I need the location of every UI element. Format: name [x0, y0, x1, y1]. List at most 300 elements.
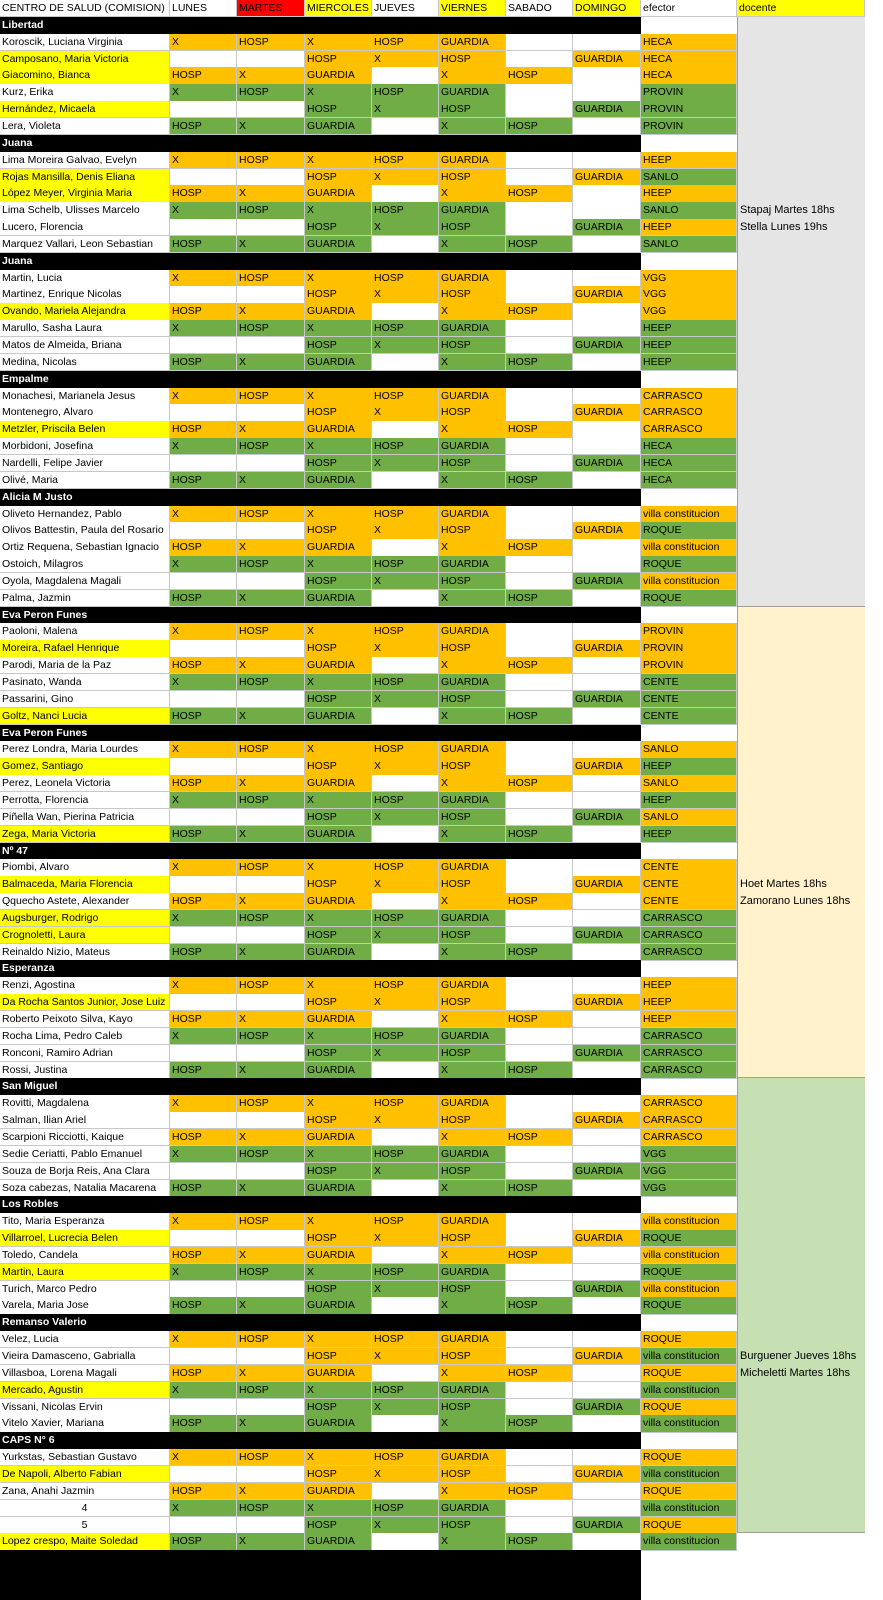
shift-cell-sabado[interactable] [506, 34, 573, 51]
efector-cell[interactable]: villa constitucion [641, 1348, 737, 1365]
shift-cell-martes[interactable]: X [237, 421, 305, 438]
shift-cell-domingo[interactable] [573, 977, 641, 994]
shift-cell-martes[interactable]: HOSP [237, 84, 305, 101]
shift-cell-viernes[interactable]: HOSP [439, 455, 506, 472]
shift-cell-viernes[interactable]: X [439, 421, 506, 438]
shift-cell-sabado[interactable] [506, 1517, 573, 1534]
shift-cell-domingo[interactable]: GUARDIA [573, 169, 641, 186]
shift-cell-martes[interactable] [237, 169, 305, 186]
shift-cell-domingo[interactable] [573, 708, 641, 725]
shift-cell-sabado[interactable] [506, 758, 573, 775]
shift-cell-miercoles[interactable]: HOSP [305, 876, 372, 893]
shift-cell-domingo[interactable] [573, 34, 641, 51]
shift-cell-sabado[interactable] [506, 573, 573, 590]
shift-cell-jueves[interactable]: X [372, 573, 439, 590]
shift-cell-lunes[interactable]: X [170, 792, 237, 809]
shift-cell-viernes[interactable]: X [439, 826, 506, 843]
shift-cell-lunes[interactable] [170, 691, 237, 708]
shift-cell-miercoles[interactable]: HOSP [305, 51, 372, 68]
shift-cell-lunes[interactable]: HOSP [170, 303, 237, 320]
shift-cell-martes[interactable]: X [237, 1297, 305, 1314]
student-name[interactable]: Roberto Peixoto Silva, Kayo [0, 1011, 170, 1028]
shift-cell-lunes[interactable]: HOSP [170, 775, 237, 792]
shift-cell-lunes[interactable] [170, 286, 237, 303]
shift-cell-viernes[interactable]: HOSP [439, 927, 506, 944]
shift-cell-jueves[interactable]: HOSP [372, 1264, 439, 1281]
shift-cell-domingo[interactable] [573, 1331, 641, 1348]
shift-cell-domingo[interactable] [573, 1028, 641, 1045]
shift-cell-miercoles[interactable]: GUARDIA [305, 539, 372, 556]
shift-cell-martes[interactable]: HOSP [237, 320, 305, 337]
student-name[interactable]: Nardelli, Felipe Javier [0, 455, 170, 472]
efector-cell[interactable]: VGG [641, 270, 737, 287]
shift-cell-miercoles[interactable]: X [305, 859, 372, 876]
shift-cell-domingo[interactable]: GUARDIA [573, 1348, 641, 1365]
shift-cell-martes[interactable]: X [237, 1365, 305, 1382]
shift-cell-sabado[interactable] [506, 910, 573, 927]
shift-cell-viernes[interactable]: HOSP [439, 101, 506, 118]
efector-cell[interactable]: villa constitucion [641, 1500, 737, 1517]
shift-cell-sabado[interactable] [506, 623, 573, 640]
efector-cell[interactable]: CARRASCO [641, 1129, 737, 1146]
shift-cell-domingo[interactable]: GUARDIA [573, 51, 641, 68]
shift-cell-domingo[interactable]: GUARDIA [573, 1230, 641, 1247]
shift-cell-jueves[interactable] [372, 118, 439, 135]
shift-cell-jueves[interactable] [372, 590, 439, 607]
shift-cell-sabado[interactable]: HOSP [506, 1129, 573, 1146]
shift-cell-viernes[interactable]: X [439, 354, 506, 371]
efector-cell[interactable]: ROQUE [641, 1483, 737, 1500]
shift-cell-jueves[interactable]: X [372, 1348, 439, 1365]
shift-cell-sabado[interactable] [506, 1045, 573, 1062]
shift-cell-jueves[interactable]: HOSP [372, 1095, 439, 1112]
shift-cell-jueves[interactable]: HOSP [372, 1146, 439, 1163]
shift-cell-domingo[interactable] [573, 1146, 641, 1163]
student-name[interactable]: Olivé, Maria [0, 472, 170, 489]
shift-cell-lunes[interactable] [170, 1399, 237, 1416]
shift-cell-martes[interactable] [237, 337, 305, 354]
shift-cell-lunes[interactable] [170, 927, 237, 944]
shift-cell-sabado[interactable] [506, 404, 573, 421]
shift-cell-domingo[interactable]: GUARDIA [573, 1517, 641, 1534]
shift-cell-domingo[interactable]: GUARDIA [573, 337, 641, 354]
student-name[interactable]: Soza cabezas, Natalia Macarena [0, 1180, 170, 1197]
student-name[interactable]: Piñella Wan, Pierina Patricia [0, 809, 170, 826]
shift-cell-viernes[interactable]: HOSP [439, 573, 506, 590]
student-name[interactable]: Sedie Ceriatti, Pablo Emanuel [0, 1146, 170, 1163]
shift-cell-miercoles[interactable]: GUARDIA [305, 303, 372, 320]
shift-cell-martes[interactable]: X [237, 1180, 305, 1197]
shift-cell-domingo[interactable] [573, 944, 641, 961]
shift-cell-martes[interactable] [237, 286, 305, 303]
student-name[interactable]: Crognoletti, Laura [0, 927, 170, 944]
shift-cell-lunes[interactable]: HOSP [170, 236, 237, 253]
shift-cell-jueves[interactable]: X [372, 640, 439, 657]
shift-cell-viernes[interactable]: X [439, 1483, 506, 1500]
shift-cell-domingo[interactable] [573, 118, 641, 135]
shift-cell-viernes[interactable]: X [439, 1180, 506, 1197]
shift-cell-viernes[interactable]: GUARDIA [439, 506, 506, 523]
shift-cell-martes[interactable]: HOSP [237, 270, 305, 287]
shift-cell-lunes[interactable]: HOSP [170, 1533, 237, 1550]
shift-cell-miercoles[interactable]: HOSP [305, 286, 372, 303]
shift-cell-lunes[interactable]: HOSP [170, 1365, 237, 1382]
efector-cell[interactable]: SANLO [641, 202, 737, 219]
efector-cell[interactable]: CARRASCO [641, 421, 737, 438]
shift-cell-lunes[interactable]: HOSP [170, 1247, 237, 1264]
shift-cell-domingo[interactable]: GUARDIA [573, 101, 641, 118]
student-name[interactable]: Marquez Vallari, Leon Sebastian [0, 236, 170, 253]
shift-cell-viernes[interactable]: GUARDIA [439, 202, 506, 219]
shift-cell-sabado[interactable]: HOSP [506, 1415, 573, 1432]
shift-cell-domingo[interactable] [573, 1011, 641, 1028]
shift-cell-lunes[interactable] [170, 219, 237, 236]
shift-cell-sabado[interactable]: HOSP [506, 421, 573, 438]
shift-cell-jueves[interactable] [372, 1011, 439, 1028]
student-name[interactable]: Giacomino, Bianca [0, 67, 170, 84]
shift-cell-jueves[interactable]: HOSP [372, 977, 439, 994]
shift-cell-martes[interactable] [237, 809, 305, 826]
shift-cell-lunes[interactable]: HOSP [170, 1180, 237, 1197]
efector-cell[interactable]: SANLO [641, 236, 737, 253]
shift-cell-viernes[interactable]: HOSP [439, 809, 506, 826]
shift-cell-miercoles[interactable]: HOSP [305, 1348, 372, 1365]
shift-cell-lunes[interactable]: X [170, 741, 237, 758]
shift-cell-jueves[interactable]: HOSP [372, 506, 439, 523]
shift-cell-domingo[interactable]: GUARDIA [573, 994, 641, 1011]
shift-cell-sabado[interactable] [506, 691, 573, 708]
shift-cell-jueves[interactable] [372, 1483, 439, 1500]
shift-cell-miercoles[interactable]: GUARDIA [305, 67, 372, 84]
shift-cell-lunes[interactable] [170, 1466, 237, 1483]
shift-cell-sabado[interactable]: HOSP [506, 472, 573, 489]
shift-cell-jueves[interactable]: X [372, 876, 439, 893]
shift-cell-miercoles[interactable]: X [305, 506, 372, 523]
shift-cell-domingo[interactable] [573, 1297, 641, 1314]
shift-cell-jueves[interactable]: HOSP [372, 34, 439, 51]
shift-cell-lunes[interactable]: HOSP [170, 657, 237, 674]
shift-cell-miercoles[interactable]: GUARDIA [305, 1180, 372, 1197]
efector-cell[interactable]: CARRASCO [641, 1045, 737, 1062]
student-name[interactable]: Olivos Battestin, Paula del Rosario [0, 522, 170, 539]
shift-cell-miercoles[interactable]: X [305, 202, 372, 219]
shift-cell-jueves[interactable] [372, 1297, 439, 1314]
shift-cell-miercoles[interactable]: GUARDIA [305, 590, 372, 607]
shift-cell-martes[interactable]: X [237, 1129, 305, 1146]
student-name[interactable]: Scarpioni Ricciotti, Kaique [0, 1129, 170, 1146]
shift-cell-sabado[interactable] [506, 388, 573, 405]
efector-cell[interactable]: PROVIN [641, 118, 737, 135]
student-name[interactable]: Ronconi, Ramiro Adrian [0, 1045, 170, 1062]
student-name[interactable]: Matos de Almeida, Briana [0, 337, 170, 354]
shift-cell-domingo[interactable] [573, 674, 641, 691]
efector-cell[interactable]: HEEP [641, 219, 737, 236]
shift-cell-viernes[interactable]: GUARDIA [439, 1382, 506, 1399]
shift-cell-lunes[interactable] [170, 1230, 237, 1247]
student-name[interactable]: Balmaceda, Maria Florencia [0, 876, 170, 893]
shift-cell-domingo[interactable] [573, 202, 641, 219]
shift-cell-martes[interactable]: HOSP [237, 438, 305, 455]
efector-cell[interactable]: CARRASCO [641, 1112, 737, 1129]
efector-cell[interactable]: CENTE [641, 674, 737, 691]
shift-cell-domingo[interactable] [573, 1483, 641, 1500]
efector-cell[interactable]: villa constitucion [641, 1281, 737, 1298]
shift-cell-miercoles[interactable]: X [305, 741, 372, 758]
shift-cell-lunes[interactable]: X [170, 859, 237, 876]
shift-cell-jueves[interactable]: HOSP [372, 1449, 439, 1466]
shift-cell-sabado[interactable] [506, 859, 573, 876]
shift-cell-domingo[interactable]: GUARDIA [573, 927, 641, 944]
student-name[interactable]: Gomez, Santiago [0, 758, 170, 775]
shift-cell-viernes[interactable]: X [439, 590, 506, 607]
shift-cell-domingo[interactable] [573, 1264, 641, 1281]
shift-cell-martes[interactable]: HOSP [237, 977, 305, 994]
shift-cell-domingo[interactable]: GUARDIA [573, 640, 641, 657]
shift-cell-martes[interactable]: X [237, 1247, 305, 1264]
shift-cell-domingo[interactable]: GUARDIA [573, 1045, 641, 1062]
shift-cell-miercoles[interactable]: GUARDIA [305, 1129, 372, 1146]
shift-cell-sabado[interactable] [506, 876, 573, 893]
shift-cell-viernes[interactable]: GUARDIA [439, 623, 506, 640]
shift-cell-viernes[interactable]: X [439, 539, 506, 556]
shift-cell-martes[interactable] [237, 219, 305, 236]
shift-cell-martes[interactable] [237, 1045, 305, 1062]
shift-cell-miercoles[interactable]: X [305, 388, 372, 405]
shift-cell-lunes[interactable]: X [170, 388, 237, 405]
shift-cell-viernes[interactable]: X [439, 893, 506, 910]
student-name[interactable]: Morbidoni, Josefina [0, 438, 170, 455]
shift-cell-sabado[interactable] [506, 1163, 573, 1180]
student-name[interactable]: Varela, Maria Jose [0, 1297, 170, 1314]
shift-cell-lunes[interactable]: X [170, 1146, 237, 1163]
shift-cell-sabado[interactable]: HOSP [506, 539, 573, 556]
shift-cell-lunes[interactable] [170, 1348, 237, 1365]
shift-cell-jueves[interactable]: X [372, 337, 439, 354]
shift-cell-domingo[interactable] [573, 303, 641, 320]
efector-cell[interactable]: HEEP [641, 994, 737, 1011]
student-name[interactable]: Salman, Ilian Ariel [0, 1112, 170, 1129]
shift-cell-sabado[interactable]: HOSP [506, 1297, 573, 1314]
student-name[interactable]: Qquecho Astete, Alexander [0, 893, 170, 910]
shift-cell-jueves[interactable] [372, 1129, 439, 1146]
student-name[interactable]: Perrotta, Florencia [0, 792, 170, 809]
shift-cell-viernes[interactable]: HOSP [439, 1348, 506, 1365]
student-name[interactable]: Lopez crespo, Maite Soledad [0, 1533, 170, 1550]
shift-cell-sabado[interactable] [506, 994, 573, 1011]
shift-cell-miercoles[interactable]: X [305, 1331, 372, 1348]
shift-cell-sabado[interactable] [506, 1028, 573, 1045]
student-name[interactable]: Vitelo Xavier, Mariana [0, 1415, 170, 1432]
shift-cell-lunes[interactable] [170, 404, 237, 421]
shift-cell-domingo[interactable] [573, 1382, 641, 1399]
shift-cell-sabado[interactable]: HOSP [506, 354, 573, 371]
shift-cell-miercoles[interactable]: GUARDIA [305, 1247, 372, 1264]
shift-cell-jueves[interactable]: HOSP [372, 152, 439, 169]
shift-cell-jueves[interactable]: HOSP [372, 320, 439, 337]
shift-cell-miercoles[interactable]: X [305, 1146, 372, 1163]
shift-cell-domingo[interactable] [573, 84, 641, 101]
student-name[interactable]: Rojas Mansilla, Denis Eliana [0, 169, 170, 186]
student-name[interactable]: Pasinato, Wanda [0, 674, 170, 691]
shift-cell-jueves[interactable]: X [372, 1045, 439, 1062]
shift-cell-jueves[interactable]: HOSP [372, 792, 439, 809]
shift-cell-sabado[interactable] [506, 1399, 573, 1416]
shift-cell-lunes[interactable] [170, 1112, 237, 1129]
shift-cell-miercoles[interactable]: GUARDIA [305, 1483, 372, 1500]
shift-cell-viernes[interactable]: HOSP [439, 1466, 506, 1483]
shift-cell-martes[interactable] [237, 1230, 305, 1247]
student-name[interactable]: Rocha Lima, Pedro Caleb [0, 1028, 170, 1045]
shift-cell-lunes[interactable] [170, 169, 237, 186]
shift-cell-miercoles[interactable]: GUARDIA [305, 354, 372, 371]
shift-cell-sabado[interactable] [506, 320, 573, 337]
shift-cell-lunes[interactable]: HOSP [170, 1062, 237, 1079]
shift-cell-martes[interactable]: HOSP [237, 741, 305, 758]
shift-cell-sabado[interactable] [506, 977, 573, 994]
shift-cell-domingo[interactable] [573, 893, 641, 910]
shift-cell-domingo[interactable]: GUARDIA [573, 219, 641, 236]
shift-cell-martes[interactable]: X [237, 1483, 305, 1500]
shift-cell-jueves[interactable]: X [372, 1230, 439, 1247]
shift-cell-sabado[interactable]: HOSP [506, 1533, 573, 1550]
shift-cell-viernes[interactable]: X [439, 944, 506, 961]
shift-cell-jueves[interactable] [372, 1533, 439, 1550]
shift-cell-domingo[interactable] [573, 657, 641, 674]
shift-cell-sabado[interactable]: HOSP [506, 1011, 573, 1028]
shift-cell-domingo[interactable] [573, 1095, 641, 1112]
shift-cell-jueves[interactable] [372, 826, 439, 843]
shift-cell-domingo[interactable]: GUARDIA [573, 758, 641, 775]
shift-cell-lunes[interactable] [170, 876, 237, 893]
efector-cell[interactable]: CENTE [641, 859, 737, 876]
efector-cell[interactable]: HEEP [641, 354, 737, 371]
efector-cell[interactable]: villa constitucion [641, 573, 737, 590]
shift-cell-jueves[interactable]: X [372, 809, 439, 826]
efector-cell[interactable]: PROVIN [641, 657, 737, 674]
shift-cell-jueves[interactable] [372, 708, 439, 725]
shift-cell-sabado[interactable] [506, 1466, 573, 1483]
shift-cell-lunes[interactable] [170, 337, 237, 354]
shift-cell-martes[interactable]: HOSP [237, 792, 305, 809]
shift-cell-sabado[interactable]: HOSP [506, 67, 573, 84]
shift-cell-jueves[interactable]: X [372, 758, 439, 775]
student-name[interactable]: Marullo, Sasha Laura [0, 320, 170, 337]
shift-cell-viernes[interactable]: HOSP [439, 994, 506, 1011]
shift-cell-lunes[interactable]: HOSP [170, 1483, 237, 1500]
shift-cell-viernes[interactable]: X [439, 303, 506, 320]
shift-cell-lunes[interactable] [170, 1517, 237, 1534]
shift-cell-jueves[interactable]: X [372, 1112, 439, 1129]
student-name[interactable]: Martinez, Enrique Nicolas [0, 286, 170, 303]
shift-cell-jueves[interactable] [372, 1247, 439, 1264]
student-name[interactable]: Lucero, Florencia [0, 219, 170, 236]
shift-cell-lunes[interactable]: X [170, 1028, 237, 1045]
shift-cell-jueves[interactable]: HOSP [372, 674, 439, 691]
shift-cell-miercoles[interactable]: GUARDIA [305, 1415, 372, 1432]
shift-cell-viernes[interactable]: X [439, 67, 506, 84]
shift-cell-jueves[interactable]: HOSP [372, 1500, 439, 1517]
shift-cell-lunes[interactable]: HOSP [170, 67, 237, 84]
efector-cell[interactable]: HECA [641, 51, 737, 68]
header-day-miercoles[interactable]: MIERCOLES [305, 0, 372, 17]
shift-cell-jueves[interactable] [372, 421, 439, 438]
shift-cell-viernes[interactable]: GUARDIA [439, 1331, 506, 1348]
shift-cell-viernes[interactable]: GUARDIA [439, 320, 506, 337]
shift-cell-jueves[interactable] [372, 944, 439, 961]
shift-cell-domingo[interactable] [573, 421, 641, 438]
shift-cell-domingo[interactable]: GUARDIA [573, 1466, 641, 1483]
shift-cell-sabado[interactable] [506, 809, 573, 826]
shift-cell-domingo[interactable] [573, 320, 641, 337]
efector-cell[interactable]: HEEP [641, 185, 737, 202]
student-name[interactable]: López Meyer, Virginia Maria [0, 185, 170, 202]
shift-cell-viernes[interactable]: HOSP [439, 522, 506, 539]
shift-cell-martes[interactable] [237, 51, 305, 68]
shift-cell-sabado[interactable] [506, 152, 573, 169]
efector-cell[interactable]: HECA [641, 67, 737, 84]
shift-cell-miercoles[interactable]: GUARDIA [305, 472, 372, 489]
student-name[interactable]: Moreira, Rafael Henrique [0, 640, 170, 657]
shift-cell-martes[interactable]: X [237, 775, 305, 792]
student-name[interactable]: Rossi, Justina [0, 1062, 170, 1079]
shift-cell-viernes[interactable]: X [439, 775, 506, 792]
efector-cell[interactable]: villa constitucion [641, 539, 737, 556]
shift-cell-martes[interactable]: HOSP [237, 152, 305, 169]
shift-cell-miercoles[interactable]: HOSP [305, 1112, 372, 1129]
shift-cell-sabado[interactable]: HOSP [506, 657, 573, 674]
shift-cell-lunes[interactable]: HOSP [170, 539, 237, 556]
header-day-lunes[interactable]: LUNES [170, 0, 237, 17]
efector-cell[interactable]: VGG [641, 1146, 737, 1163]
shift-cell-domingo[interactable] [573, 1365, 641, 1382]
shift-cell-martes[interactable]: HOSP [237, 674, 305, 691]
shift-cell-jueves[interactable] [372, 303, 439, 320]
shift-cell-jueves[interactable]: HOSP [372, 202, 439, 219]
shift-cell-domingo[interactable] [573, 270, 641, 287]
shift-cell-jueves[interactable]: HOSP [372, 1028, 439, 1045]
efector-cell[interactable]: CARRASCO [641, 910, 737, 927]
shift-cell-viernes[interactable]: HOSP [439, 1399, 506, 1416]
student-name[interactable]: Mercado, Agustin [0, 1382, 170, 1399]
shift-cell-lunes[interactable]: X [170, 910, 237, 927]
efector-cell[interactable]: villa constitucion [641, 506, 737, 523]
shift-cell-jueves[interactable] [372, 893, 439, 910]
shift-cell-domingo[interactable] [573, 1213, 641, 1230]
shift-cell-miercoles[interactable]: X [305, 84, 372, 101]
shift-cell-viernes[interactable]: HOSP [439, 1163, 506, 1180]
shift-cell-miercoles[interactable]: X [305, 270, 372, 287]
shift-cell-martes[interactable]: X [237, 118, 305, 135]
shift-cell-jueves[interactable]: X [372, 404, 439, 421]
shift-cell-jueves[interactable] [372, 539, 439, 556]
student-name[interactable]: Tito, Maria Esperanza [0, 1213, 170, 1230]
shift-cell-lunes[interactable]: HOSP [170, 185, 237, 202]
shift-cell-miercoles[interactable]: GUARDIA [305, 708, 372, 725]
shift-cell-sabado[interactable] [506, 1213, 573, 1230]
shift-cell-viernes[interactable]: X [439, 1297, 506, 1314]
shift-cell-martes[interactable] [237, 404, 305, 421]
efector-cell[interactable]: ROQUE [641, 1297, 737, 1314]
shift-cell-lunes[interactable]: HOSP [170, 944, 237, 961]
shift-cell-domingo[interactable] [573, 236, 641, 253]
shift-cell-miercoles[interactable]: HOSP [305, 809, 372, 826]
efector-cell[interactable]: ROQUE [641, 590, 737, 607]
shift-cell-domingo[interactable] [573, 556, 641, 573]
shift-cell-martes[interactable]: HOSP [237, 388, 305, 405]
efector-cell[interactable]: VGG [641, 303, 737, 320]
shift-cell-miercoles[interactable]: HOSP [305, 927, 372, 944]
shift-cell-martes[interactable]: HOSP [237, 202, 305, 219]
